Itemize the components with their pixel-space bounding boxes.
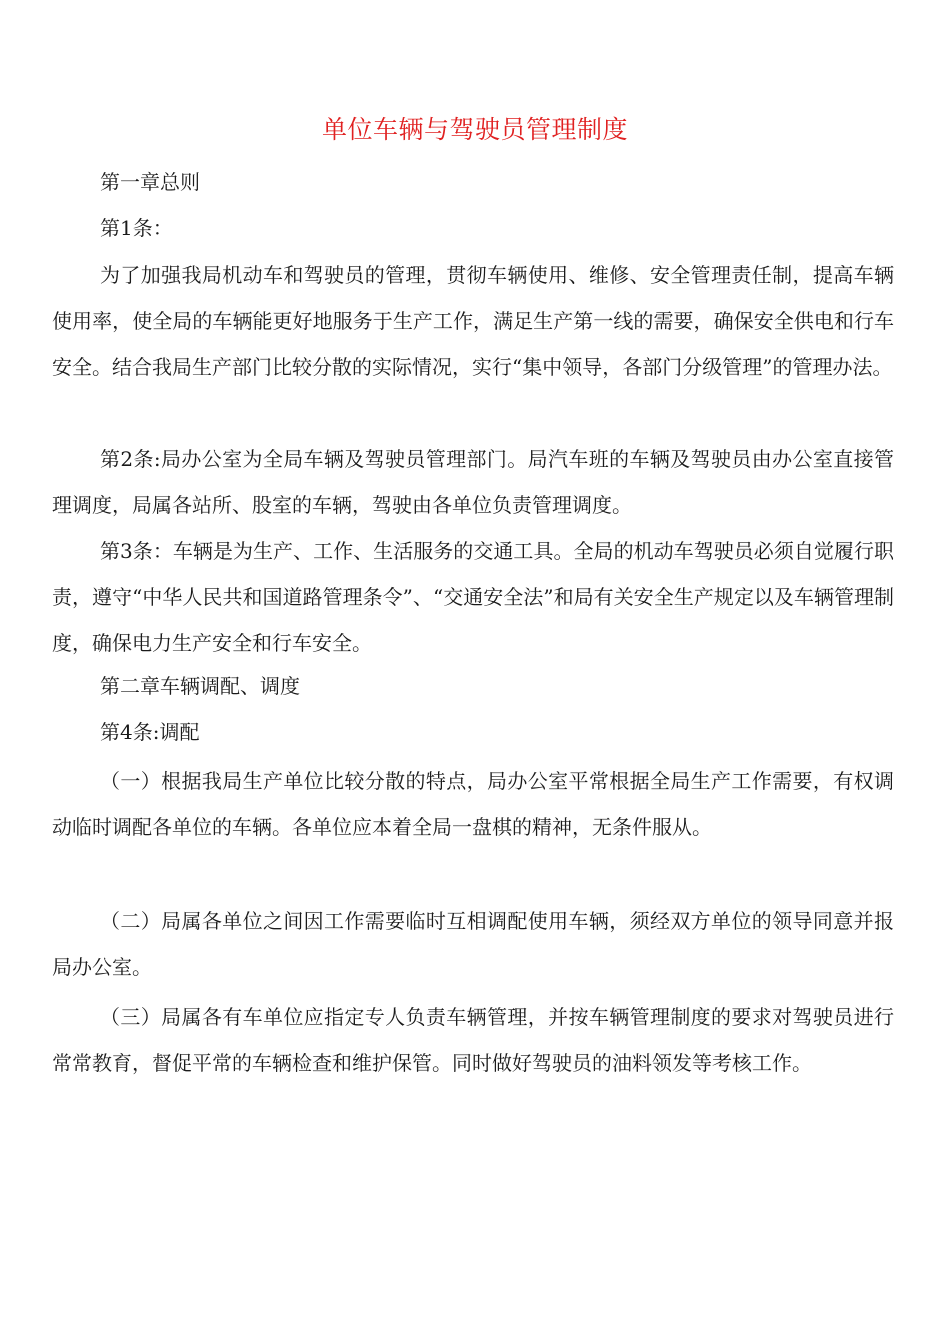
article-4-item-3: （三）局属各有车单位应指定专人负责车辆管理，并按车辆管理制度的要求对驾驶员进行常常教育，督促平常的车辆检查和维护保管。同时做好驾驶员的油料领发等考核工作。 [52, 1005, 894, 1075]
article-1-body: 为了加强我局机动车和驾驶员的管理，贯彻车辆使用、维修、安全管理责任制，提高车辆使用率，使全局的车辆能更好地服务于生产工作，满足生产第一线的需要，确保安全供电和行车安全。结合我局生产部门比较分散的实际情况，实行“集中领导，各部门分级管理”的管理办法。 [52, 263, 894, 379]
document-title: 单位车辆与驾驶员管理制度 [321, 115, 628, 144]
article-1-heading: 第1条： [100, 216, 173, 240]
article-4-item-2: （二）局属各单位之间因工作需要临时互相调配使用车辆，须经双方单位的领导同意并报局办公室。 [52, 909, 894, 979]
article-4-item-1: （一）根据我局生产单位比较分散的特点，局办公室平常根据全局生产工作需要，有权调动临时调配各单位的车辆。各单位应本着全局一盘棋的精神，无条件服从。 [52, 769, 894, 839]
article-2-paragraph: 第2条:局办公室为全局车辆及驾驶员管理部门。局汽车班的车辆及驾驶员由办公室直接管理调度，局属各站所、股室的车辆，驾驶由各单位负责管理调度。 [52, 447, 894, 517]
chapter-1-heading: 第一章总则 [100, 170, 200, 194]
article-4-heading: 第4条:调配 [100, 720, 200, 744]
chapter-2-heading: 第二章车辆调配、调度 [100, 674, 300, 698]
article-3-paragraph: 第3条：车辆是为生产、工作、生活服务的交通工具。全局的机动车驾驶员必须自觉履行职责，遵守“中华人民共和国道路管理条令”、“交通安全法”和局有关安全生产规定以及车辆管理制度，确保电力生产安全和行车安全。 [52, 539, 894, 655]
